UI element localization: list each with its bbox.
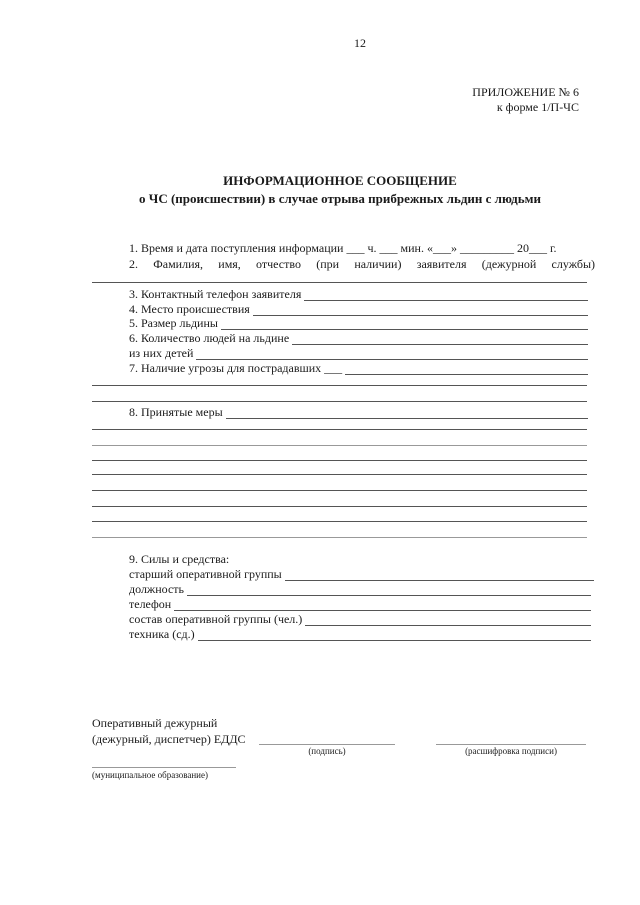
item-9a-field[interactable] xyxy=(285,569,594,581)
item-9a-label: старший оперативной группы xyxy=(129,567,282,581)
item-8-line-8[interactable] xyxy=(92,537,587,538)
item-6b-field[interactable] xyxy=(196,348,588,360)
signature-sign-caption: (подпись) xyxy=(308,746,346,756)
item-8-line-2[interactable] xyxy=(92,445,587,446)
item-9d-label: состав оперативной группы (чел.) xyxy=(129,612,303,626)
item-7-row xyxy=(129,361,588,375)
item-8-line-3[interactable] xyxy=(92,460,587,461)
appendix-line-1: ПРИЛОЖЕНИЕ № 6 xyxy=(472,85,579,99)
item-9c-row xyxy=(129,597,591,611)
form-title: ИНФОРМАЦИОННОЕ СООБЩЕНИЕ xyxy=(223,173,457,188)
signature-role-line-1: Оперативный дежурный xyxy=(92,716,218,730)
item-5-row xyxy=(129,316,588,330)
item-9b-field[interactable] xyxy=(187,584,591,596)
item-8-line-6[interactable] xyxy=(92,506,587,507)
item-2-answer-line[interactable] xyxy=(92,282,587,283)
appendix-line-2: к форме 1/П-ЧС xyxy=(496,100,579,114)
item-4-field[interactable] xyxy=(253,304,588,316)
item-9d-row xyxy=(129,612,591,626)
item-8-label: 8. Принятые меры xyxy=(129,405,223,419)
item-9e-label: техника (сд.) xyxy=(129,627,195,641)
item-8-line-5[interactable] xyxy=(92,490,587,491)
item-8-line-7[interactable] xyxy=(92,521,587,522)
item-9c-label: телефон xyxy=(129,597,172,611)
item-9d-field[interactable] xyxy=(305,614,591,626)
item-9a-row xyxy=(129,567,594,581)
item-6-row xyxy=(129,331,588,345)
item-9e-row xyxy=(129,627,591,641)
signature-sign-line[interactable] xyxy=(259,744,395,745)
item-9c-field[interactable] xyxy=(174,599,591,611)
item-7-extra-line-2[interactable] xyxy=(92,401,587,402)
item-9b-row xyxy=(129,582,591,596)
item-3-field[interactable] xyxy=(304,289,588,301)
item-1-datetime: 1. Время и дата поступления информации ___ ч. ___ мин. «___» _________ 20___ г. xyxy=(129,241,557,255)
item-8-row xyxy=(129,405,588,419)
item-7-extra-line-1[interactable] xyxy=(92,385,587,386)
signature-decode-line[interactable] xyxy=(436,744,586,745)
item-7-field[interactable] xyxy=(345,363,588,375)
item-4-row xyxy=(129,302,588,316)
item-9-title: 9. Силы и средства: xyxy=(129,552,230,566)
municipality-caption: (муниципальное образование) xyxy=(92,770,208,780)
item-9b-label: должность xyxy=(129,582,184,596)
item-6b-label: из них детей xyxy=(129,346,194,360)
item-5-field[interactable] xyxy=(221,318,588,330)
item-2-applicant: 2. Фамилия, имя, отчество (при наличии) заявителя (дежурной службы) xyxy=(129,257,595,271)
item-3-row xyxy=(129,287,588,301)
item-6b-row xyxy=(129,346,588,360)
page-number: 12 xyxy=(354,36,366,50)
item-8-field[interactable] xyxy=(226,407,588,419)
item-6-field[interactable] xyxy=(292,333,588,345)
municipality-line[interactable] xyxy=(92,767,236,768)
item-7-label: 7. Наличие угрозы для пострадавших ___ xyxy=(129,361,343,375)
item-5-label: 5. Размер льдины xyxy=(129,316,218,330)
item-8-line-1[interactable] xyxy=(92,429,587,430)
item-9e-field[interactable] xyxy=(198,629,591,641)
item-4-label: 4. Место происшествия xyxy=(129,302,250,316)
item-8-line-4[interactable] xyxy=(92,474,587,475)
signature-role-line-2: (дежурный, диспетчер) ЕДДС xyxy=(92,732,246,746)
item-6-label: 6. Количество людей на льдине xyxy=(129,331,290,345)
signature-decode-caption: (расшифровка подписи) xyxy=(465,746,557,756)
form-subtitle: о ЧС (происшествии) в случае отрыва прибрежных льдин с людьми xyxy=(139,191,541,206)
item-3-label: 3. Контактный телефон заявителя xyxy=(129,287,302,301)
